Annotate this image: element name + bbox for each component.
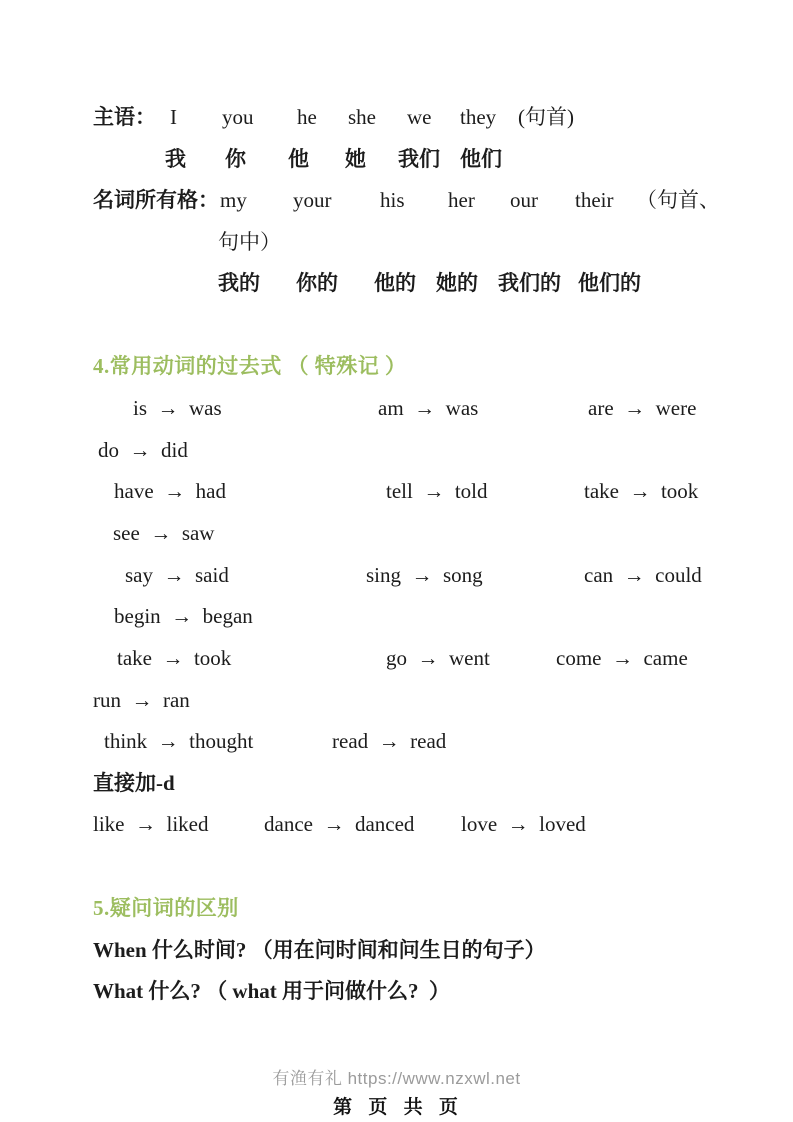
text-segment: their [575, 188, 614, 212]
text-segment: 我 [165, 147, 186, 171]
text-segment: come → came [556, 646, 688, 670]
text-line [0, 769, 793, 799]
text-segment: is → was [133, 396, 222, 420]
text-line [0, 602, 793, 632]
text-segment: his [380, 188, 405, 212]
text-line [0, 519, 793, 549]
text-segment: have → had [114, 479, 226, 503]
text-segment: begin → began [114, 604, 253, 628]
text-segment: 你的 [296, 271, 338, 295]
text-segment: am → was [378, 396, 479, 420]
section-heading [0, 894, 793, 924]
text-segment: they [460, 105, 497, 129]
text-segment: think → thought [104, 729, 254, 753]
text-line [0, 810, 793, 840]
text-line [0, 727, 793, 757]
text-line [0, 186, 793, 216]
text-segment: are → were [588, 396, 697, 420]
text-line [0, 936, 793, 966]
text-segment: 直接加-d [93, 771, 175, 795]
text-segment: read → read [332, 729, 447, 753]
section-heading [0, 352, 793, 382]
text-segment: you [222, 105, 254, 129]
text-segment: he [297, 105, 317, 129]
text-line [0, 145, 793, 175]
text-segment: 主语： [93, 105, 156, 129]
text-segment: dance → danced [264, 812, 415, 836]
text-segment: see → saw [113, 521, 215, 545]
text-segment: can → could [584, 563, 702, 587]
text-line [0, 477, 793, 507]
text-segment: 我们 [398, 147, 440, 171]
text-segment: 句中） [218, 230, 281, 254]
text-line [0, 977, 793, 1007]
text-line [0, 436, 793, 466]
text-segment: run → ran [93, 688, 190, 712]
text-segment: What 什么? （ what 用于问做什么? ） [93, 979, 451, 1003]
text-line [0, 686, 793, 716]
text-segment: 名词所有格： [93, 188, 219, 212]
footer-page-number: 第 页 共 页 [333, 1097, 460, 1118]
text-segment: 你 [225, 147, 246, 171]
text-line [0, 269, 793, 299]
text-segment: love → loved [461, 812, 586, 836]
text-segment: 5.疑问词的区别 [93, 896, 239, 920]
text-segment: 他的 [374, 271, 416, 295]
text-segment: 她 [345, 147, 366, 171]
text-segment: When 什么时间? （用在问时间和问生日的句子） [93, 938, 546, 962]
text-segment: go → went [386, 646, 490, 670]
text-segment: like → liked [93, 812, 209, 836]
text-segment: 他们 [460, 147, 502, 171]
text-segment: 我的 [218, 271, 260, 295]
text-line [0, 228, 793, 258]
text-segment: 他们的 [578, 271, 641, 295]
text-segment: (句首) [518, 105, 574, 129]
text-segment: tell → told [386, 479, 488, 503]
text-segment: 他 [288, 147, 309, 171]
text-line [0, 644, 793, 674]
text-segment: she [348, 105, 376, 129]
text-segment: 4.常用动词的过去式 （ 特殊记 ） [93, 354, 407, 378]
text-segment: I [170, 105, 177, 129]
text-segment: take → took [584, 479, 699, 503]
text-line [0, 103, 793, 133]
text-segment: 我们的 [498, 271, 561, 295]
text-segment: her [448, 188, 475, 212]
text-line [0, 394, 793, 424]
footer-site-url: 有渔有礼 https://www.nzxwl.net [272, 1069, 521, 1088]
text-segment: （句首、 [636, 188, 720, 212]
text-line [0, 561, 793, 591]
text-segment: say → said [125, 563, 229, 587]
text-segment: we [407, 105, 432, 129]
text-segment: sing → song [366, 563, 483, 587]
text-segment: our [510, 188, 538, 212]
text-segment: do → did [98, 438, 188, 462]
text-segment: my [220, 188, 247, 212]
text-segment: your [293, 188, 332, 212]
text-segment: take → took [117, 646, 232, 670]
text-segment: 她的 [436, 271, 478, 295]
